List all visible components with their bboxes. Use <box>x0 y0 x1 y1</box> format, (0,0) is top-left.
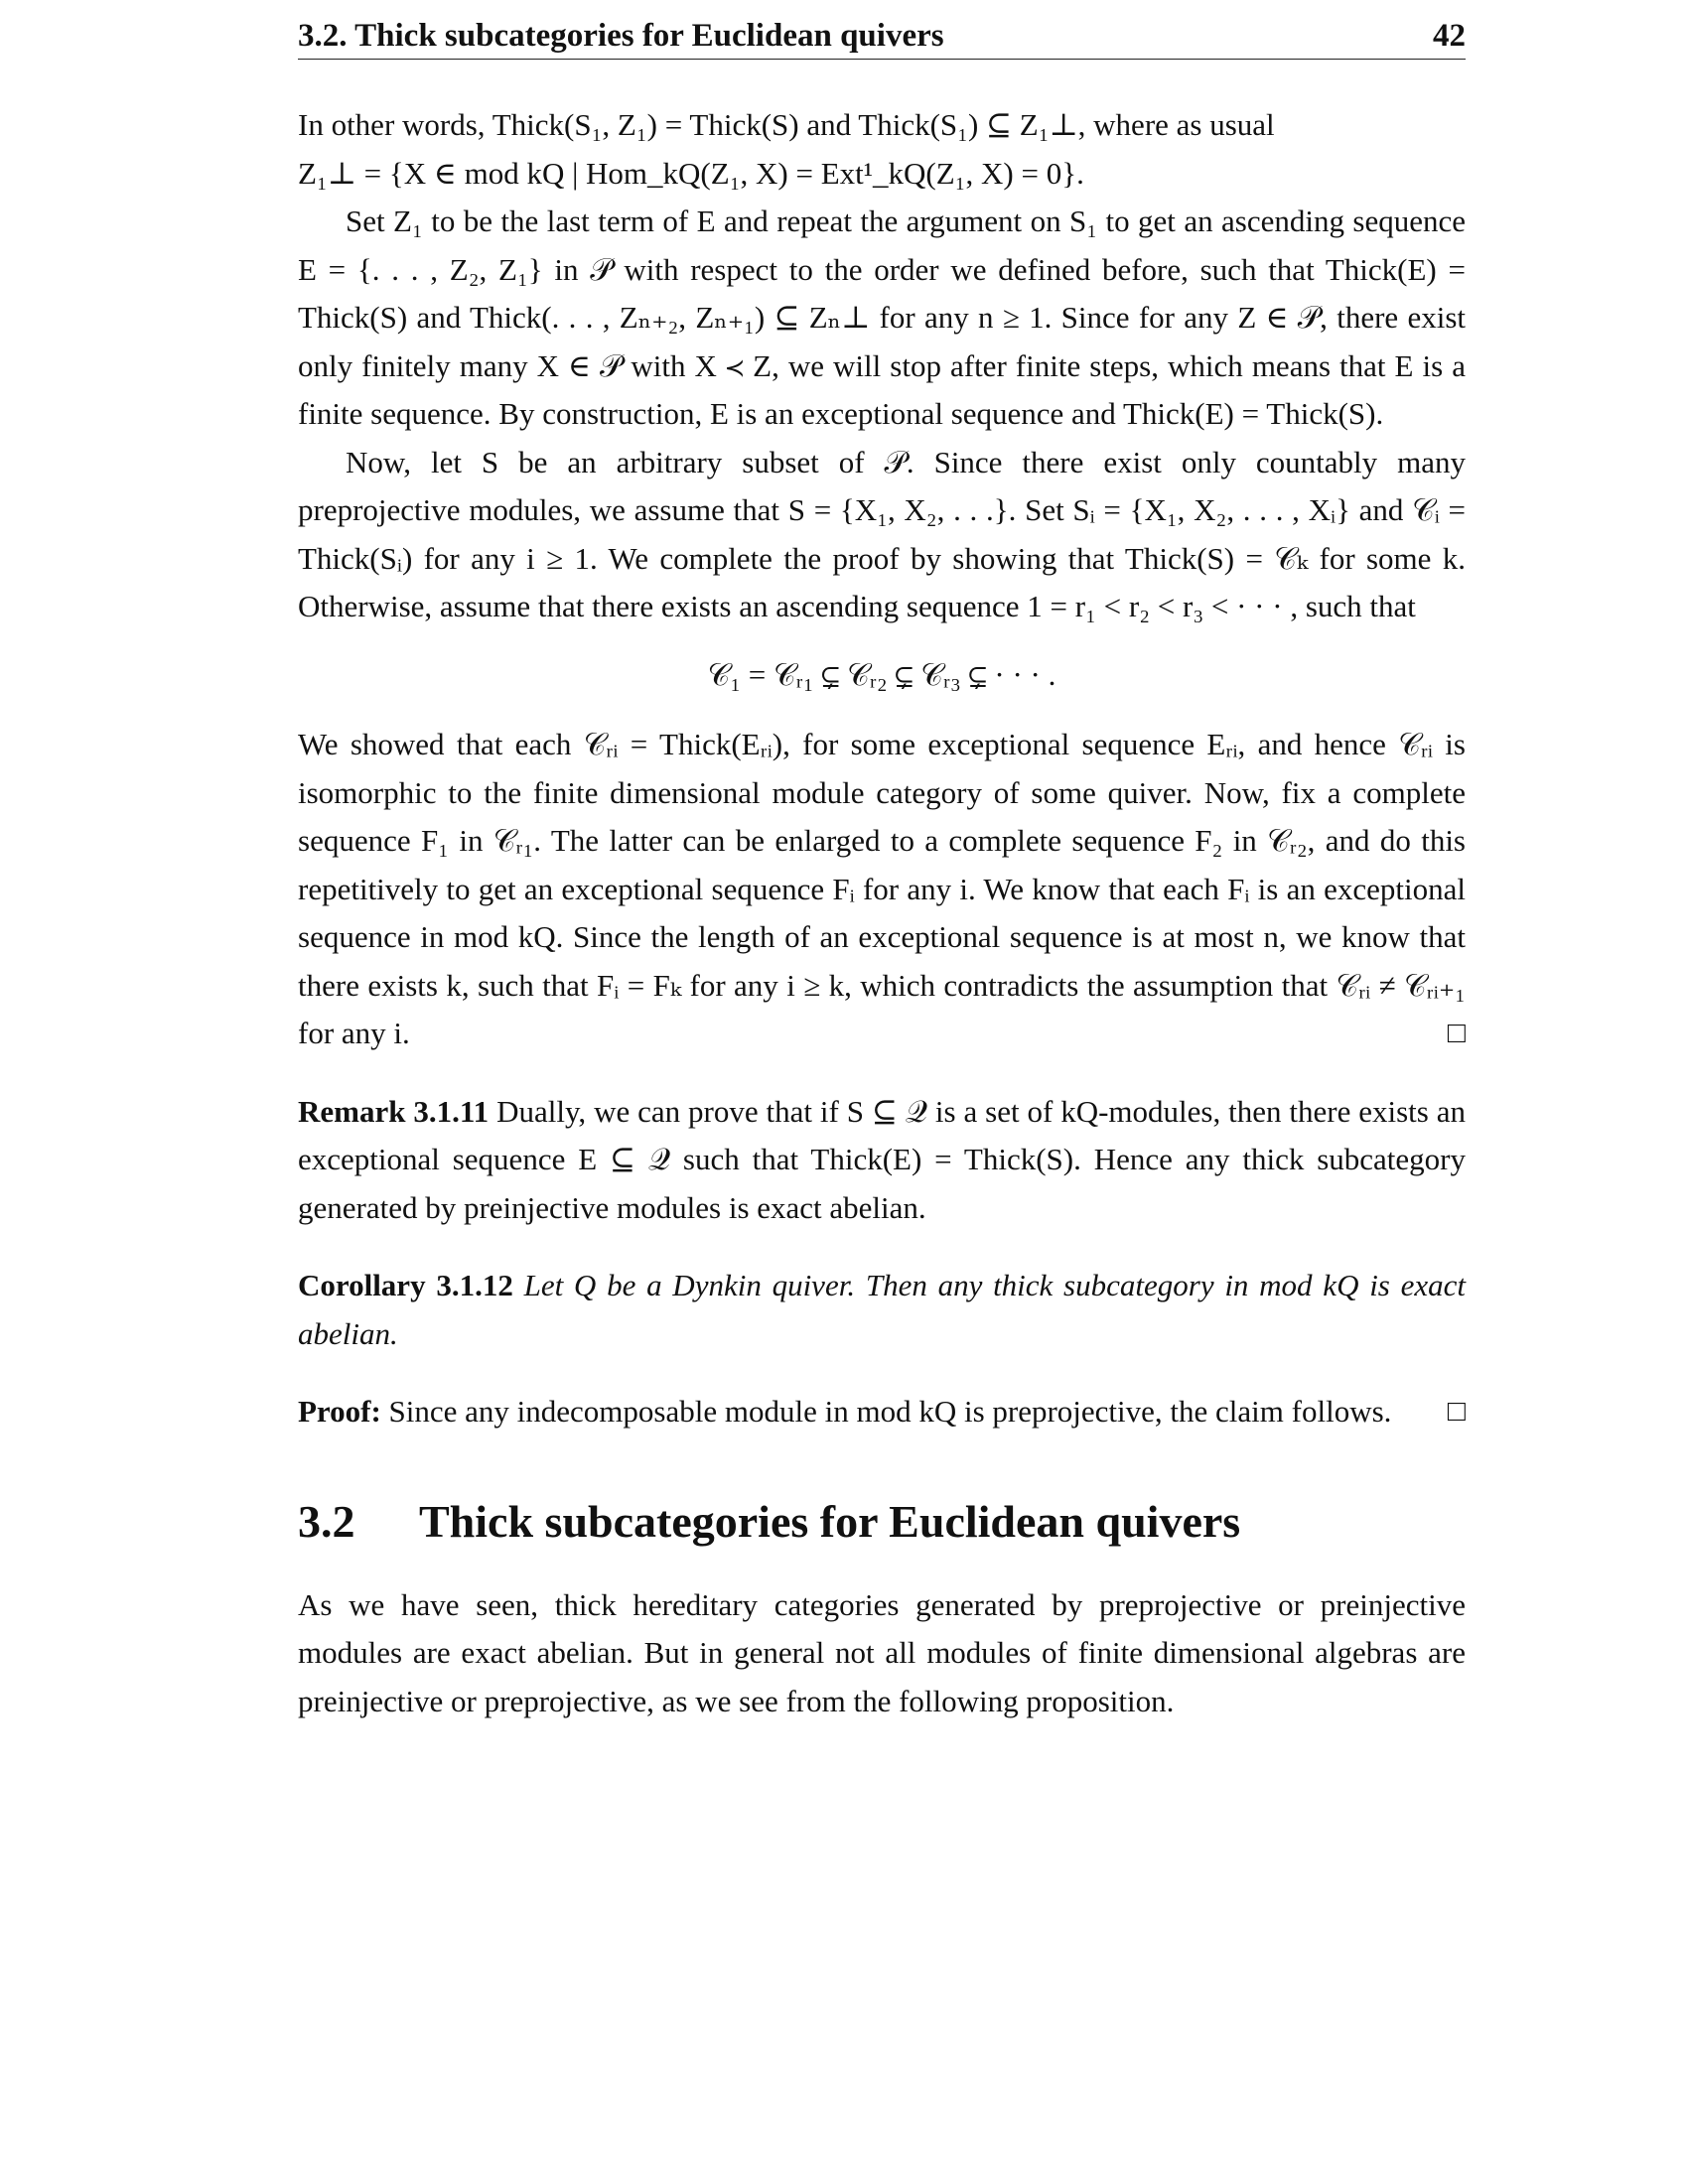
section-heading <box>298 1492 1466 1552</box>
section-title: Thick subcategories for Euclidean quivers <box>419 1495 1241 1547</box>
remark-text: Dually, we can prove that if S ⊆ 𝒬 is a set of kQ-modules, then there exists an exceptional sequence E ⊆ 𝒬 such that Thick(E) = Thick(S). Hence any thick subcategory generated by preinjective modules is exact abelian. <box>298 1093 1467 1225</box>
proof-block: Proof: Since any indecomposable module in mod kQ is preprojective, the claim follows. □ <box>298 1388 1466 1436</box>
running-header <box>298 18 1466 60</box>
final-paragraph: As we have seen, thick hereditary categories generated by preprojective or preinjective modules are exact abelian. But in general not all modules of finite dimensional algebras are preinjective or preprojective, as we see from the following proposition. <box>298 1586 1466 1718</box>
paragraph-4-text: We showed that each 𝒞ᵣᵢ = Thick(Eᵣᵢ), for some exceptional sequence Eᵣᵢ, and hence 𝒞ᵣᵢ is isomorphic to the finite dimensional module category of some quiver. Now, fix a complete sequence F₁ in 𝒞ᵣ₁. The latter can be enlarged to a complete sequence F₂ in 𝒞ᵣ₂, and do this repetitively to get an exceptional sequence Fᵢ for any i. We know that each Fᵢ is an exceptional sequence in mod kQ. Since the length of an exceptional sequence is at most n, we know that there exists k, such that Fᵢ = Fₖ for any i ≥ k, which contradicts the assumption that 𝒞ᵣᵢ ≠ 𝒞ᵣᵢ₊₁ for any i. <box>298 727 1466 1050</box>
section-number: 3.2 <box>298 1495 355 1547</box>
proof-label: Proof <box>298 1394 371 1429</box>
corollary-block <box>298 1262 1466 1358</box>
proof-qed-symbol: □ <box>1447 1395 1466 1428</box>
corollary-text: Let Q be a Dynkin quiver. Then any thick subcategory in mod kQ is exact abelian. <box>298 1268 1467 1351</box>
header-title: 3.2. Thick subcategories for Euclidean quivers <box>298 18 944 54</box>
paragraph-3: Now, let S be an arbitrary subset of 𝒫. Since there exist only countably many preprojective modules, we assume that S = {X₁, X₂, . . .}. Set Sᵢ = {X₁, X₂, . . . , Xᵢ} and 𝒞ᵢ = Thick(Sᵢ) for any i ≥ 1. We complete the proof by showing that Thick(S) = 𝒞ₖ for some k. Otherwise, assume that there exists an ascending sequence 1 = r₁ < r₂ < r₃ < · · · , such that <box>298 444 1466 623</box>
page-number: 42 <box>1433 18 1466 54</box>
paragraph-1-line-2: Z₁⊥ = {X ∈ mod kQ | Hom_kQ(Z₁, X) = Ext¹_kQ(Z₁, X) = 0}. <box>298 155 1084 191</box>
remark-block <box>298 1088 1466 1233</box>
paragraph-1-line-1: In other words, Thick(S₁, Z₁) = Thick(S) and Thick(S₁) ⊆ Z₁⊥, where as usual <box>298 107 1275 142</box>
display-equation: 𝒞₁ = 𝒞ᵣ₁ ⊊ 𝒞ᵣ₂ ⊊ 𝒞ᵣ₃ ⊊ · · · . <box>707 656 1056 692</box>
corollary-label: Corollary 3.1.12 <box>298 1268 513 1302</box>
paragraph-2: Set Z₁ to be the last term of E and repeat the argument on S₁ to get an ascending sequence E = {. . . , Z₂, Z₁} in 𝒫 with respect to the order we defined before, such that Thick(E) = Thick(S) and Thick(. . . , Zₙ₊₂, Zₙ₊₁) ⊆ Zₙ⊥ for any n ≥ 1. Since for any Z ∈ 𝒫, there exist only finitely many X ∈ 𝒫 with X ≺ Z, we will stop after finite steps, which means that E is a finite sequence. By construction, E is an exceptional sequence and Thick(E) = Thick(S). <box>298 204 1466 431</box>
remark-label: Remark 3.1.11 <box>298 1093 490 1129</box>
page-body <box>298 101 1466 1725</box>
proof-text: Since any indecomposable module in mod kQ is preprojective, the claim follows. <box>388 1394 1392 1429</box>
paragraph-4 <box>298 721 1466 1058</box>
qed-symbol: □ <box>1447 1017 1466 1049</box>
